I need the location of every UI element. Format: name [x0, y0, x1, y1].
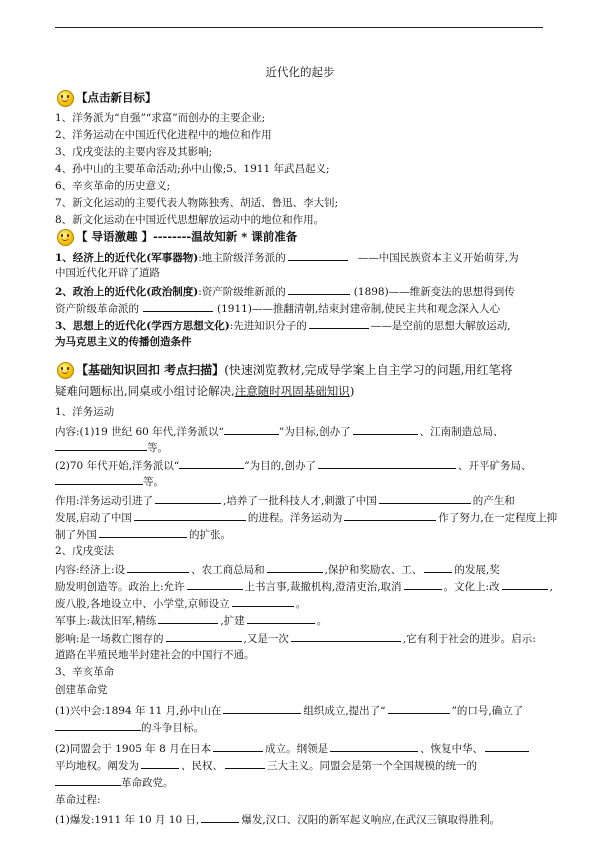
- section-header-intro: [57, 229, 297, 246]
- blank[interactable]: [291, 631, 401, 642]
- blank[interactable]: [224, 424, 279, 435]
- blank[interactable]: [55, 440, 147, 451]
- blank[interactable]: [288, 284, 350, 295]
- intro-line: 中国近代化开辟了道路: [55, 267, 160, 279]
- blank[interactable]: [55, 474, 143, 485]
- section-header-intro-text: 【 导语激趣 】--------温故知新 * 课前准备: [76, 229, 298, 244]
- subsection-title: 革命过程:: [55, 794, 101, 806]
- blank[interactable]: [127, 562, 189, 573]
- smiley-icon: [57, 90, 74, 107]
- content-line: 道路在半殖民地半封建社会的中国行不通。: [55, 649, 255, 661]
- page-title: 近代化的起步: [265, 65, 335, 79]
- content-line: 等。: [55, 440, 168, 455]
- section-header-goals-text: 【点击新目标】: [76, 90, 157, 105]
- content-line: 的斗争目标。: [55, 720, 204, 735]
- blank[interactable]: [318, 458, 456, 469]
- blank[interactable]: [424, 562, 452, 573]
- blank[interactable]: [353, 424, 418, 435]
- content-line: 革命政党。: [55, 775, 174, 790]
- intro-line: 3、思想上的近代化(学西方思想文化):先进知识分子的 ——是空前的思想大解放运动,: [55, 320, 511, 332]
- blank[interactable]: [330, 741, 418, 752]
- blank[interactable]: [388, 703, 450, 714]
- blank[interactable]: [134, 510, 246, 521]
- blank[interactable]: [288, 250, 348, 261]
- blank[interactable]: [213, 741, 263, 752]
- blank[interactable]: [379, 493, 471, 504]
- intro-line: 为马克思主义的传播创造条件: [55, 336, 192, 348]
- subsection-title: 创建革命党: [55, 684, 108, 696]
- content-line: 废八股,各地设立中、小学堂,京师设立 。: [55, 598, 307, 610]
- blank[interactable]: [502, 579, 548, 590]
- goal-item: 2、洋务运动在中国近代化进程中的地位和作用: [55, 129, 272, 141]
- content-line: (1)爆发:1911 年 10 月 10 日, 爆发,汉口、汉阳的新军起义响应,在武汉三镇取得胜利。: [55, 814, 501, 826]
- content-line: (2)同盟会于 1905 年 8 月在日本 成立。纲领是 、恢复中华、: [55, 741, 531, 756]
- goal-item: 1、洋务派为“自强”“求富”而创办的主要企业;: [55, 112, 266, 124]
- content-line: 等。: [55, 474, 164, 489]
- content-line: 平均地权。阐发为 、民权、 三大主义。同盟会是第一个全国规模的统一的: [55, 760, 477, 772]
- blank[interactable]: [404, 579, 442, 590]
- blank[interactable]: [55, 775, 121, 786]
- intro-line: 2、政治上的近代化(政治制度):资产阶级维新派的 (1898)——维新变法的思想得到传: [55, 286, 515, 298]
- content-line: 发展,启动了中国 的进程。洋务运动为 作了努力,在一定程度上抑: [55, 512, 558, 524]
- blank[interactable]: [201, 812, 239, 823]
- content-line: 影响:是一场救亡图存的 ,又是一次 ,它有利于社会的进步。启示:: [55, 633, 536, 645]
- content-line: 励发明创造等。政治上:允许 上书言事,裁撤机构,澄清吏治,取消 。文化上:改 ,: [55, 581, 553, 593]
- blank[interactable]: [267, 562, 323, 573]
- goal-item: 3、戊戌变法的主要内容及其影响;: [55, 146, 213, 158]
- content-line: 军事上:裁汰旧军,精练 ,扩建 。: [55, 615, 328, 627]
- blank[interactable]: [223, 703, 301, 714]
- blank[interactable]: [166, 631, 242, 642]
- section-header-goals: [57, 90, 157, 107]
- blank[interactable]: [187, 579, 243, 590]
- blank[interactable]: [309, 318, 369, 329]
- subsection-title: 2、戊戌变法: [55, 545, 115, 557]
- content-line: (2)70 年代开始,洋务派以“ ”为目的,创办了 、开平矿务局、: [55, 460, 532, 472]
- blank[interactable]: [179, 458, 244, 469]
- intro-line: 1、经济上的近代化(军事器物):地主阶级洋务派的 ——中国民族资本主义开始萌芽,为: [55, 252, 519, 264]
- blank[interactable]: [155, 493, 221, 504]
- content-line: 制了外国 的扩张。: [55, 529, 231, 541]
- blank[interactable]: [158, 613, 218, 624]
- basics-line: 疑难问题标出,同桌或小组讨论解决,注意随时巩固基础知识): [55, 384, 355, 398]
- content-line: (1)兴中会:1894 年 11 月,孙中山在 组织成立,提出了“ ”的口号,确立了: [55, 705, 524, 717]
- subsection-title: 3、辛亥革命: [55, 666, 115, 678]
- goal-item: 6、辛亥革命的历史意义;: [55, 180, 171, 192]
- blank[interactable]: [141, 758, 179, 769]
- top-rule: [55, 27, 543, 28]
- blank[interactable]: [225, 758, 265, 769]
- content-line: 内容:(1)19 世纪 60 年代,洋务派以“ ”为目标,创办了 、江南制造总局、: [55, 426, 504, 438]
- blank[interactable]: [143, 301, 213, 312]
- blank[interactable]: [99, 527, 187, 538]
- smiley-icon: [57, 362, 74, 379]
- blank[interactable]: [55, 720, 141, 731]
- subsection-title: 1、洋务运动: [55, 406, 115, 418]
- section-header-basics: 【基础知识回扣 考点扫描】(快速浏览教材,完成导学案上自主学习的问题,用红笔将: [57, 362, 513, 379]
- goal-item: 7、新文化运动的主要代表人物陈独秀、胡适、鲁迅、李大钊;: [55, 197, 339, 209]
- intro-line: 资产阶级革命派的 (1911)——推翻清朝,结束封建帝制,使民主共和观念深入人心: [55, 303, 501, 315]
- goal-item: 8、新文化运动在中国近代思想解放运动中的地位和作用。: [55, 214, 325, 226]
- blank[interactable]: [485, 741, 529, 752]
- content-line: 作用:洋务运动引进了 ,培养了一批科技人才,刺激了中国 的产生和: [55, 495, 515, 507]
- smiley-icon: [57, 229, 74, 246]
- blank[interactable]: [232, 596, 294, 607]
- blank[interactable]: [247, 613, 315, 624]
- content-line: 内容:经济上:设 、农工商总局和 ,保护和奖励农、工、 的发展,奖: [55, 564, 500, 576]
- blank[interactable]: [344, 510, 436, 521]
- goal-item: 4、孙中山的主要革命活动;孙中山像;5、1911 年武昌起义;: [55, 163, 330, 175]
